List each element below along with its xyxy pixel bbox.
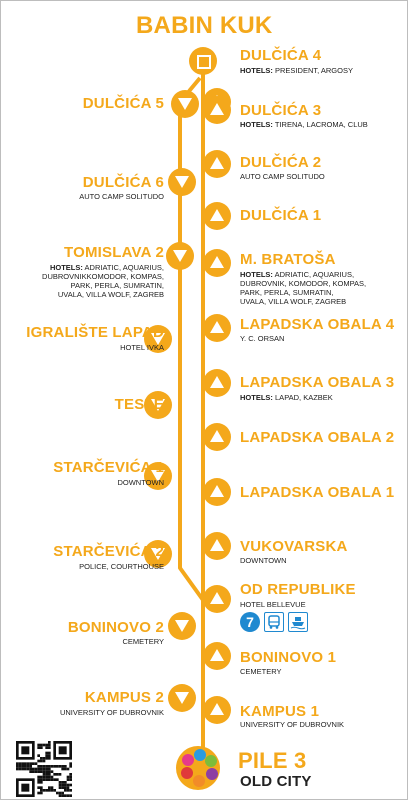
ferry-icon [288, 612, 308, 632]
stop-icon-up[interactable] [203, 202, 231, 230]
stop-title: KAMPUS 1 [240, 703, 320, 720]
stop-hotels: HOTELS: PRESIDENT, ARGOSY [240, 66, 353, 75]
stop-icon-up[interactable] [203, 314, 231, 342]
stop-title: IGRALIŠTE LAPAD [26, 324, 164, 341]
route-branch [180, 78, 203, 600]
stop-title: DULČIĆA 3 [240, 102, 322, 119]
stop-title: STARČEVIĆA 2 [53, 543, 164, 560]
stop-note: HOTEL IVKA [120, 343, 164, 352]
stop-icon-up[interactable] [203, 423, 231, 451]
stop-title: M. BRATOŠA [240, 251, 336, 268]
stop-title: TESLE [114, 396, 164, 413]
stop-title: STARČEVIĆA 1 [53, 459, 164, 476]
pile-terminal-icon[interactable] [176, 746, 220, 790]
stop-icon-down[interactable] [168, 684, 196, 712]
stop-title: DULČIĆA 1 [240, 207, 322, 224]
stop-note: Y. C. ORSAN [240, 334, 285, 343]
stop-icon-up[interactable] [203, 585, 231, 613]
qr-code-icon[interactable] [16, 741, 72, 797]
stop-note: AUTO CAMP SOLITUDO [79, 192, 164, 201]
stop-note: CEMETERY [122, 637, 164, 646]
stop-icon-down[interactable] [168, 612, 196, 640]
stop-hotels: HOTELS: LAPAD, KAZBEK [240, 393, 333, 402]
stop-title: LAPADSKA OBALA 4 [240, 316, 395, 333]
stop-title: BONINOVO 2 [67, 619, 164, 636]
stop-note: AUTO CAMP SOLITUDO [240, 172, 325, 181]
stop-title: TOMISLAVA 2 [64, 244, 164, 261]
bus-icon [264, 612, 284, 632]
stop-icon-up[interactable] [203, 532, 231, 560]
stop-icon-up[interactable] [203, 696, 231, 724]
stop-icon-down[interactable] [166, 242, 194, 270]
stop-icon-down[interactable] [171, 90, 199, 118]
stop-title: KAMPUS 2 [84, 689, 164, 706]
stop-note: DOWNTOWN [240, 556, 287, 565]
stop-title: OD REPUBLIKE [240, 581, 356, 598]
stop-title: VUKOVARSKA [240, 538, 348, 555]
stop-hotels: HOTELS: ADRIATIC, AQUARIUS, DUBROVNIK, KOMODOR, KOMPAS, PARK, PERLA, SUMRATIN, UVALA, VILLA WOLF, ZAGREB [240, 270, 367, 306]
terminal-bottom-subtitle: OLD CITY [240, 773, 312, 790]
stop-icon-up[interactable] [203, 150, 231, 178]
stop-title: BONINOVO 1 [240, 649, 337, 666]
pile-color-dot [206, 768, 218, 780]
terminal-bottom-title: PILE 3 [238, 748, 307, 773]
pile-color-dot [181, 767, 193, 779]
stop-icon-down[interactable] [168, 168, 196, 196]
terminal-top-title: BABIN KUK [136, 12, 273, 39]
stop-icon-up[interactable] [203, 369, 231, 397]
stop-icon-up[interactable] [203, 96, 231, 124]
stop-note: CEMETERY [240, 667, 282, 676]
bus-line-badge: 7 [240, 612, 260, 632]
stop-title: LAPADSKA OBALA 2 [240, 429, 395, 446]
stop-icon-up[interactable] [203, 478, 231, 506]
pile-color-dot [182, 754, 194, 766]
stop-icon-up[interactable] [203, 642, 231, 670]
stop-note: DOWNTOWN [117, 478, 164, 487]
stop-title: LAPADSKA OBALA 1 [240, 484, 395, 501]
stop-icon-up[interactable] [203, 249, 231, 277]
pile-color-dot [193, 775, 205, 787]
stop-hotels: HOTELS: TIRENA, LACROMA, CLUB [240, 120, 368, 129]
terminal-stop-icon [189, 47, 217, 75]
stop-note: UNIVERSITY OF DUBROVNIK [59, 708, 164, 717]
stop-note: HOTEL BELLEVUE [240, 600, 306, 609]
stop-title: DULČIĆA 4 [240, 47, 322, 64]
stop-note: UNIVERSITY OF DUBROVNIK [240, 720, 345, 729]
stop-title: DULČIĆA 2 [240, 154, 322, 171]
stop-title: DULČIĆA 5 [82, 95, 164, 112]
stop-title: LAPADSKA OBALA 3 [240, 374, 395, 391]
stop-note: POLICE, COURTHOUSE [79, 562, 164, 571]
stop-hotels: HOTELS: ADRIATIC, AQUARIUS, DUBROVNIKKOMODOR, KOMPAS, PARK, PERLA, SUMRATIN, UVALA, VILLA WOLF, ZAGREB [42, 263, 164, 299]
pile-color-dot [205, 755, 217, 767]
stop-title: DULČIĆA 6 [82, 174, 164, 191]
